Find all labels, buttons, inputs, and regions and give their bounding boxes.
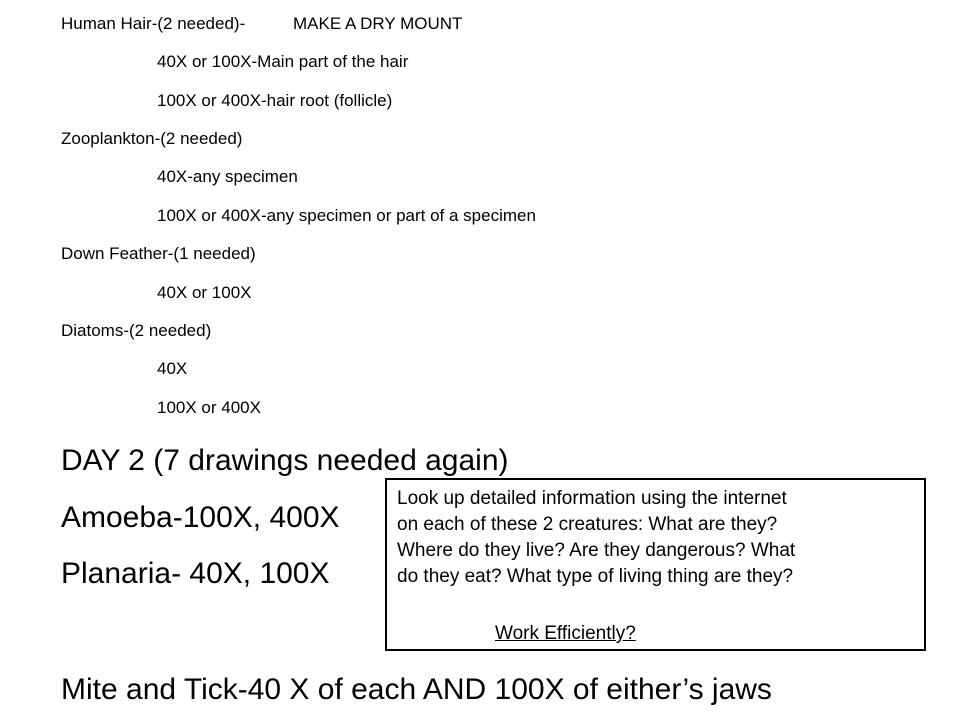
callout-text: Look up detailed information using the internet on each of these 2 creatures: What are they? Where do they live? Are they dangerous? What do they eat? What type of living thing are they? — [397, 488, 796, 587]
hair-line-2: 100X or 400X-hair root (follicle) — [157, 91, 393, 110]
dry-mount-note: MAKE A DRY MOUNT — [293, 14, 463, 33]
amoeba-line: Amoeba-100X, 400X — [61, 501, 340, 534]
zooplankton-line-1: 40X-any specimen — [157, 167, 298, 186]
planaria-line: Planaria- 40X, 100X — [61, 557, 330, 590]
down-feather-title: Down Feather-(1 needed) — [61, 244, 256, 263]
zooplankton-line-2: 100X or 400X-any specimen or part of a specimen — [157, 206, 536, 225]
mite-tick-line: Mite and Tick-40 X of each AND 100X of either’s jaws — [61, 673, 772, 706]
diatoms-line-1: 40X — [157, 359, 188, 378]
work-efficiently-link[interactable]: Work Efficiently? — [495, 623, 636, 644]
diatoms-line-2: 100X or 400X — [157, 398, 261, 417]
hair-title: Human Hair-(2 needed)- — [61, 14, 246, 33]
hair-line-1: 40X or 100X-Main part of the hair — [157, 52, 409, 71]
day2-heading: DAY 2 (7 drawings needed again) — [61, 444, 509, 477]
research-callout-box — [385, 478, 926, 651]
zooplankton-title: Zooplankton-(2 needed) — [61, 129, 243, 148]
down-feather-line-1: 40X or 100X — [157, 283, 252, 302]
diatoms-title: Diatoms-(2 needed) — [61, 321, 212, 340]
